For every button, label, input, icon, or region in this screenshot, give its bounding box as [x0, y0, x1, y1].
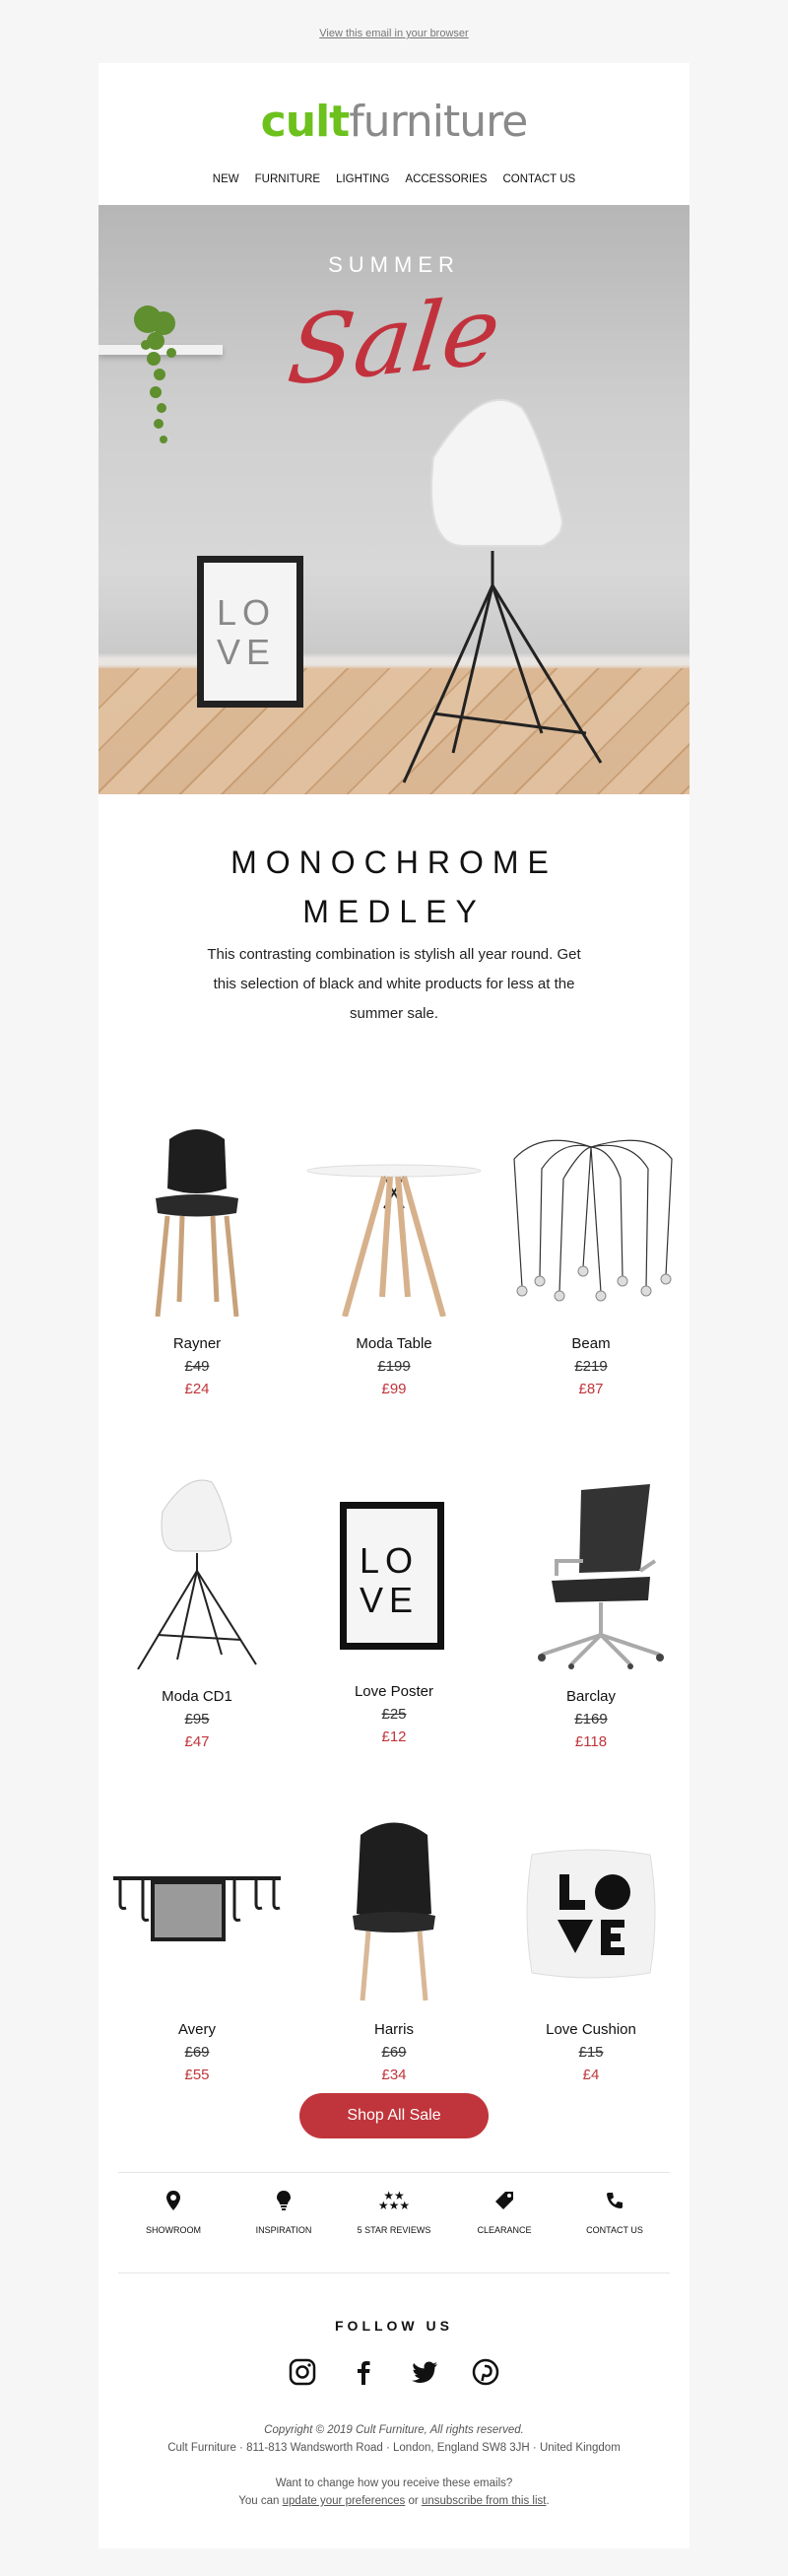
product-was-price: £49 [184, 1358, 210, 1375]
product-name: Avery [177, 2021, 217, 2038]
main-nav [98, 173, 690, 185]
love-cushion-icon [502, 1805, 680, 2002]
black-office-chair-icon [502, 1472, 680, 1669]
product-name: Beam [571, 1335, 611, 1352]
footer-links [118, 2188, 670, 2235]
tag-icon [493, 2190, 515, 2211]
update-preferences-link[interactable]: update your preferences [282, 2495, 406, 2507]
product-card[interactable] [502, 1472, 680, 1750]
black-dining-chair-icon [108, 1119, 286, 1317]
address-text: Cult Furniture · 811-813 Wandsworth Road · London, England SW8 3JH · United Kingdom [167, 2442, 621, 2454]
footer-link-label: CLEARANCE [477, 2225, 532, 2235]
map-pin-icon [164, 2190, 182, 2211]
product-was-price: £25 [381, 1706, 407, 1723]
product-was-price: £69 [381, 2044, 407, 2061]
nav-accessories[interactable]: ACCESSORIES [405, 173, 488, 185]
product-name: Harris [374, 2021, 414, 2038]
black-dining-chair-icon [305, 1805, 483, 2002]
product-was-price: £15 [578, 2044, 604, 2061]
product-name: Barclay [565, 1688, 617, 1705]
product-card[interactable] [502, 1805, 680, 2083]
footer-link-clearance[interactable] [449, 2188, 559, 2235]
twitter-icon[interactable] [410, 2357, 439, 2387]
product-card[interactable] [305, 1119, 483, 1397]
logo-part-cult: cult [260, 97, 350, 147]
phone-icon [605, 2191, 624, 2210]
footer-link-label: 5 STAR REVIEWS [357, 2225, 431, 2235]
headline-line-1: MONOCHROME [230, 845, 558, 880]
product-sale-price: £99 [381, 1381, 407, 1397]
footer-link-showroom[interactable] [118, 2188, 229, 2235]
logo-part-furniture: furniture [349, 97, 528, 147]
product-was-price: £219 [574, 1358, 608, 1375]
nav-lighting[interactable]: LIGHTING [336, 173, 390, 185]
footer-link-5-star-reviews[interactable] [339, 2188, 449, 2235]
product-sale-price: £87 [578, 1381, 604, 1397]
product-sale-price: £12 [381, 1729, 407, 1745]
framed-love-poster-icon: LO VE [305, 1472, 483, 1669]
footer-link-label: INSPIRATION [255, 2225, 312, 2235]
wall-mirror-rack-icon [108, 1805, 286, 2002]
headline-line-2: MEDLEY [302, 894, 486, 929]
product-sale-price: £47 [184, 1733, 210, 1750]
product-name: Love Poster [354, 1683, 434, 1700]
cluster-pendant-lights-icon [502, 1119, 680, 1317]
divider [118, 2172, 670, 2173]
stars-icon: ★★ ★★★ [377, 2189, 411, 2212]
product-card[interactable] [108, 1472, 286, 1750]
social-links [98, 2357, 690, 2387]
product-card[interactable] [108, 1119, 286, 1397]
product-sale-price: £55 [184, 2067, 210, 2083]
divider [118, 2272, 670, 2273]
product-name: Rayner [172, 1335, 222, 1352]
nav-contact-us[interactable]: CONTACT US [502, 173, 576, 185]
view-in-browser-link[interactable]: View this email in your browser [319, 28, 469, 39]
facebook-icon[interactable] [349, 2357, 378, 2387]
hero-sale-text: Sale [282, 275, 505, 407]
instagram-icon[interactable] [288, 2357, 317, 2387]
white-bar-stool-icon [108, 1472, 286, 1669]
product-card[interactable] [305, 1472, 483, 1745]
footer-link-label: SHOWROOM [146, 2225, 201, 2235]
product-sale-price: £24 [184, 1381, 210, 1397]
follow-us-heading: FOLLOW US [335, 2318, 453, 2334]
product-name: Moda Table [356, 1335, 432, 1352]
product-name: Moda CD1 [162, 1688, 232, 1705]
hero-summer-text: SUMMER [328, 252, 460, 277]
product-card[interactable] [502, 1119, 680, 1397]
section-headline [98, 838, 690, 936]
product-sale-price: £34 [381, 2067, 407, 2083]
white-round-table-icon [305, 1119, 483, 1317]
lightbulb-icon [275, 2190, 293, 2211]
pinterest-icon[interactable] [471, 2357, 500, 2387]
nav-new[interactable]: NEW [212, 173, 239, 185]
nav-furniture[interactable]: FURNITURE [254, 173, 321, 185]
hero-banner[interactable] [98, 205, 690, 794]
product-was-price: £95 [184, 1711, 210, 1728]
product-card[interactable] [108, 1805, 286, 2083]
email-card [98, 63, 690, 2548]
intro-text: This contrasting combination is stylish all year round. Get this selection of black and white products for less at the summer sale. [207, 946, 581, 1022]
product-sale-price: £118 [574, 1733, 608, 1750]
product-card[interactable] [305, 1805, 483, 2083]
footer-link-label: CONTACT US [586, 2225, 643, 2235]
footer-link-contact-us[interactable] [559, 2188, 670, 2235]
email-preferences-question: Want to change how you receive these emails? [275, 2477, 513, 2489]
top-bar [0, 28, 788, 39]
unsubscribe-link[interactable]: unsubscribe from this list [421, 2495, 547, 2507]
love-poster-frame: LO VE [197, 556, 303, 708]
bar-stool-illustration [364, 398, 621, 792]
footer-link-inspiration[interactable] [229, 2188, 339, 2235]
product-was-price: £199 [377, 1358, 411, 1375]
copyright-text: Copyright © 2019 Cult Furniture, All rights reserved. [264, 2424, 524, 2436]
shop-all-sale-button[interactable]: Shop All Sale [299, 2093, 489, 2138]
logo[interactable] [98, 97, 690, 147]
product-sale-price: £4 [582, 2067, 600, 2083]
product-was-price: £69 [184, 2044, 210, 2061]
unsubscribe-line: You can update your preferences or unsubscribe from this list. [238, 2495, 550, 2507]
product-name: Love Cushion [546, 2021, 636, 2038]
product-was-price: £169 [574, 1711, 608, 1728]
